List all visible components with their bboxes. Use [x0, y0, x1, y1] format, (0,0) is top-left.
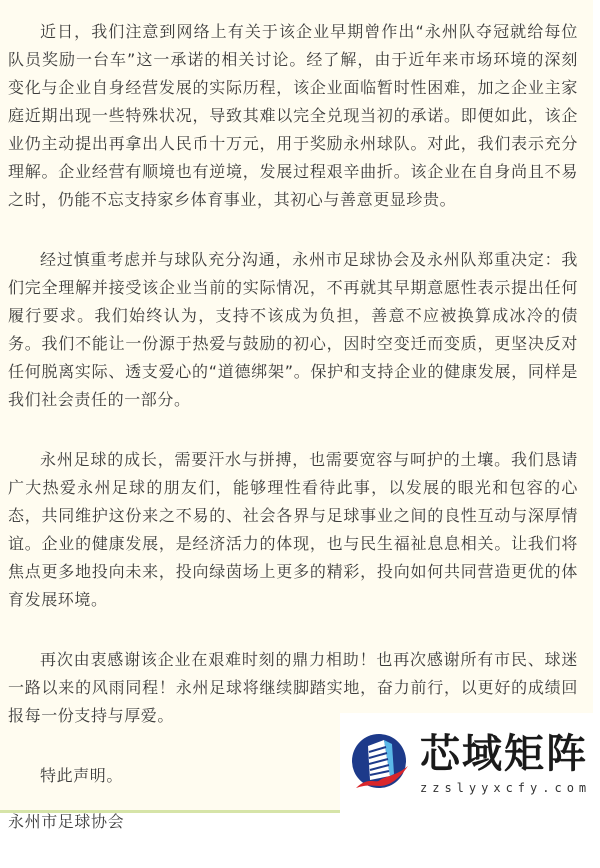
- signature: 永州市足球协会: [8, 812, 125, 831]
- watermark-logo: [340, 713, 600, 813]
- watermark-url: zzslyyxcfy.com: [420, 781, 592, 795]
- closing-line: 特此声明。: [40, 766, 124, 785]
- paragraph-3: 永州足球的成长，需要汗水与拼搏，也需要宽容与呵护的土壤。我们恳请广大热爱永州足球的朋友们，能够理性看待此事，以发展的眼光和包容的心态，共同维护这份来之不易的、社会各界与足球事业之间的良性互动与深厚情谊。企业的健康发展，是经济活力的体现，也与民生福祉息息相关。让我们将焦点更多地投向未来，投向绿茵场上更多的精彩，投向如何共同营造更优的体育发展环境。: [8, 450, 578, 609]
- building-globe-logo-icon: [350, 732, 412, 794]
- paragraph-4: 再次由衷感谢该企业在艰难时刻的鼎力相助！也再次感谢所有市民、球迷一路以来的风雨同程！永州足球将继续脚踏实地，奋力前行，以更好的成绩回报每一份支持与厚爱。: [8, 650, 578, 725]
- watermark-title: 芯域矩阵: [420, 730, 588, 777]
- paragraph-1: 近日，我们注意到网络上有关于该企业早期曾作出“永州队夺冠就给每位队员奖励一台车”这一承诺的相关讨论。经了解，由于近年来市场环境的深刻变化与企业自身经营发展的实际历程，该企业面临暂时性困难，加之企业主家庭近期出现一些特殊状况，导致其难以完全兑现当初的承诺。即便如此，该企业仍主动提出再拿出人民币十万元，用于奖励永州球队。对此，我们表示充分理解。企业经营有顺境也有逆境，发展过程艰辛曲折。该企业在自身尚且不易之时，仍能不忘支持家乡体育事业，其初心与善意更显珍贵。: [8, 22, 578, 209]
- paragraph-2: 经过慎重考虑并与球队充分沟通，永州市足球协会及永州队郑重决定：我们完全理解并接受该企业当前的实际情况，不再就其早期意愿性表示提出任何履行要求。我们始终认为，支持不该成为负担，善意不应被换算成冰冷的债务。我们不能让一份源于热爱与鼓励的初心，因时空变迁而变质，更坚决反对任何脱离实际、透支爱心的“道德绑架”。保护和支持企业的健康发展，同样是我们社会责任的一部分。: [8, 250, 578, 409]
